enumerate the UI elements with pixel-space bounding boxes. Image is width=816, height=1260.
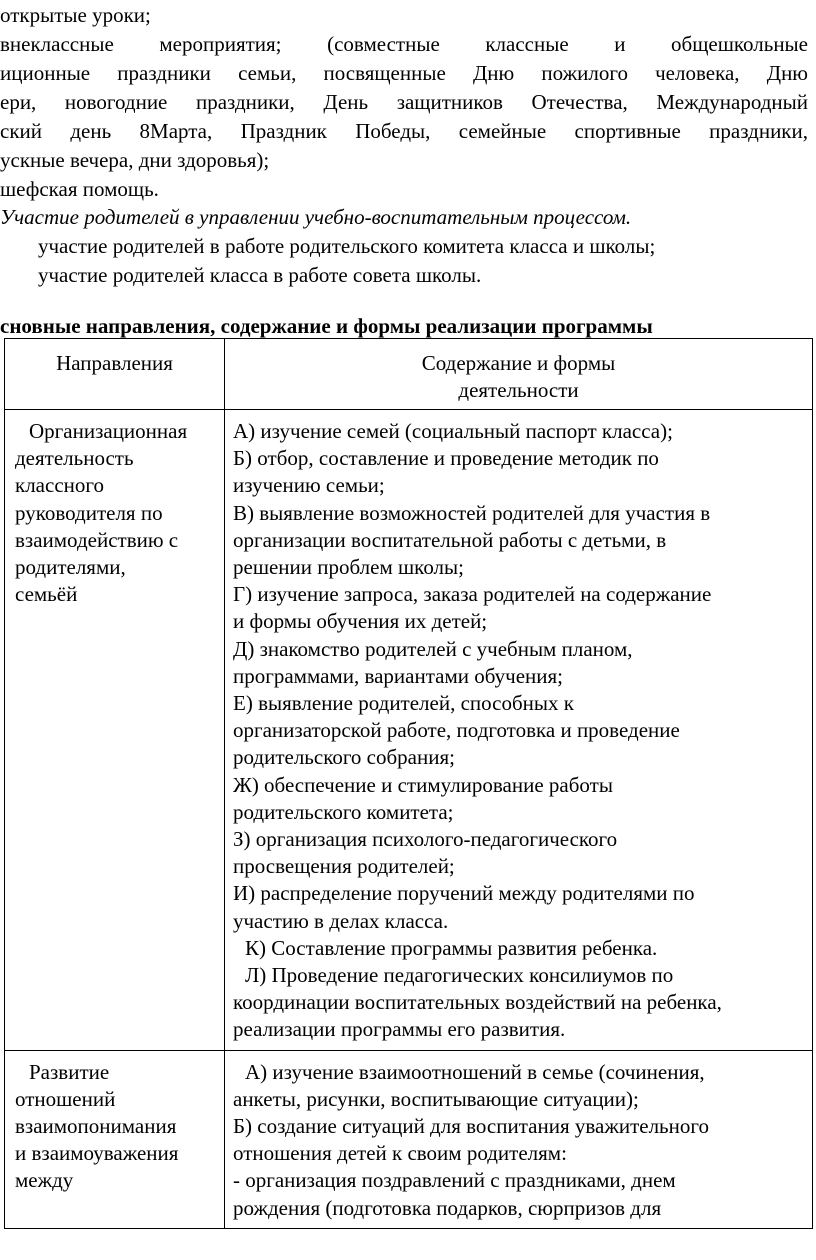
content-line: Е) выявление родителей, способных к [233, 691, 574, 716]
table-header-row [5, 339, 813, 410]
table-title: сновные направления, содержание и формы реализации программы [0, 314, 653, 338]
header-content [225, 339, 813, 410]
intro-line-4: ери, новогодние праздники, День защитников Отечества, Международный [0, 90, 808, 114]
direction-line: отношений [15, 1086, 116, 1111]
table-row [5, 1050, 813, 1228]
content-line: Б) создание ситуаций для воспитания уважительного [233, 1114, 709, 1139]
content-cell-organizational [225, 410, 813, 1051]
content-line: участию в делах класса. [233, 908, 449, 933]
direction-line: между [15, 1168, 74, 1193]
content-line: отношения детей к своим родителям: [233, 1141, 567, 1166]
content-line: родительского собрания; [233, 745, 455, 770]
content-line: просвещения родителей; [233, 854, 455, 879]
content-line: А) изучение семей (социальный паспорт класса); [233, 419, 673, 443]
intro-line-1: открытые уроки; [0, 3, 151, 27]
content-line: - организация поздравлений с праздниками, днем [233, 1168, 676, 1193]
direction-line: руководителя по [15, 500, 163, 525]
content-line: Г) изучение запроса, заказа родителей на содержание [233, 582, 712, 607]
content-line: З) организация психолого-педагогического [233, 827, 618, 852]
header-directions-label: Направления [56, 351, 173, 375]
direction-line: деятельность [15, 446, 134, 471]
content-line: координации воспитательных воздействий на ребенка, [233, 990, 722, 1015]
direction-line: взаимопонимания [15, 1114, 177, 1139]
program-table [4, 338, 813, 1229]
content-cell-relations [225, 1050, 813, 1228]
direction-line: Развитие [29, 1059, 110, 1084]
content-line: программами, вариантами обучения; [233, 663, 563, 688]
content-line: А) изучение взаимоотношений в семье (сочинения, [245, 1059, 705, 1084]
content-line: И) распределение поручений между родителями по [233, 881, 695, 906]
direction-cell-relations [5, 1050, 225, 1228]
content-line: организаторской работе, подготовка и проведение [233, 718, 680, 743]
header-directions [5, 339, 225, 410]
content-line: К) Составление программы развития ребенка. [245, 935, 658, 960]
direction-line: семьёй [15, 582, 78, 607]
participation-item-2: участие родителей класса в работе совета школы. [38, 263, 482, 287]
content-line: решении проблем школы; [233, 555, 464, 580]
content-line: и формы обучения их детей; [233, 609, 488, 634]
content-line: Д) знакомство родителей с учебным планом, [233, 636, 633, 661]
direction-line: классного [15, 473, 104, 498]
intro-line-2: внеклассные мероприятия; (совместные классные и общешкольные [0, 32, 808, 56]
content-line: Ж) обеспечение и стимулирование работы [233, 772, 613, 797]
intro-line-6: ускные вечера, дни здоровья); [0, 148, 270, 172]
content-line: рождения (подготовка подарков, сюрпризов для [233, 1195, 662, 1220]
header-content-line-2: деятельности [458, 378, 579, 403]
table-row [5, 410, 813, 1051]
content-line: изучению семьи; [233, 473, 385, 498]
direction-cell-organizational [5, 410, 225, 1051]
content-line: организации воспитательной работы с детьми, в [233, 527, 667, 552]
content-line: Л) Проведение педагогических консилиумов по [245, 963, 674, 988]
direction-line: и взаимоуважения [15, 1141, 179, 1166]
participation-item-1: участие родителей в работе родительского комитета класса и школы; [38, 234, 656, 258]
intro-line-3: иционные праздники семьи, посвященные Дню пожилого человека, Дню [0, 61, 808, 85]
direction-line: родителями, [15, 555, 126, 580]
intro-line-5: ский день 8Марта, Праздник Победы, семейные спортивные праздники, [0, 119, 808, 143]
direction-line: взаимодействию с [15, 527, 179, 552]
section-heading: Участие родителей в управлении учебно-воспитательным процессом. [0, 205, 632, 229]
direction-line: Организационная [29, 419, 188, 443]
content-line: Б) отбор, составление и проведение методик по [233, 446, 659, 471]
content-line: родительского комитета; [233, 799, 454, 824]
content-line: анкеты, рисунки, воспитывающие ситуации); [233, 1086, 639, 1111]
header-content-line-1: Содержание и формы [421, 351, 616, 375]
content-line: В) выявление возможностей родителей для участия в [233, 500, 711, 525]
intro-line-7: шефская помощь. [0, 177, 159, 201]
content-line: реализации программы его развития. [233, 1017, 566, 1042]
